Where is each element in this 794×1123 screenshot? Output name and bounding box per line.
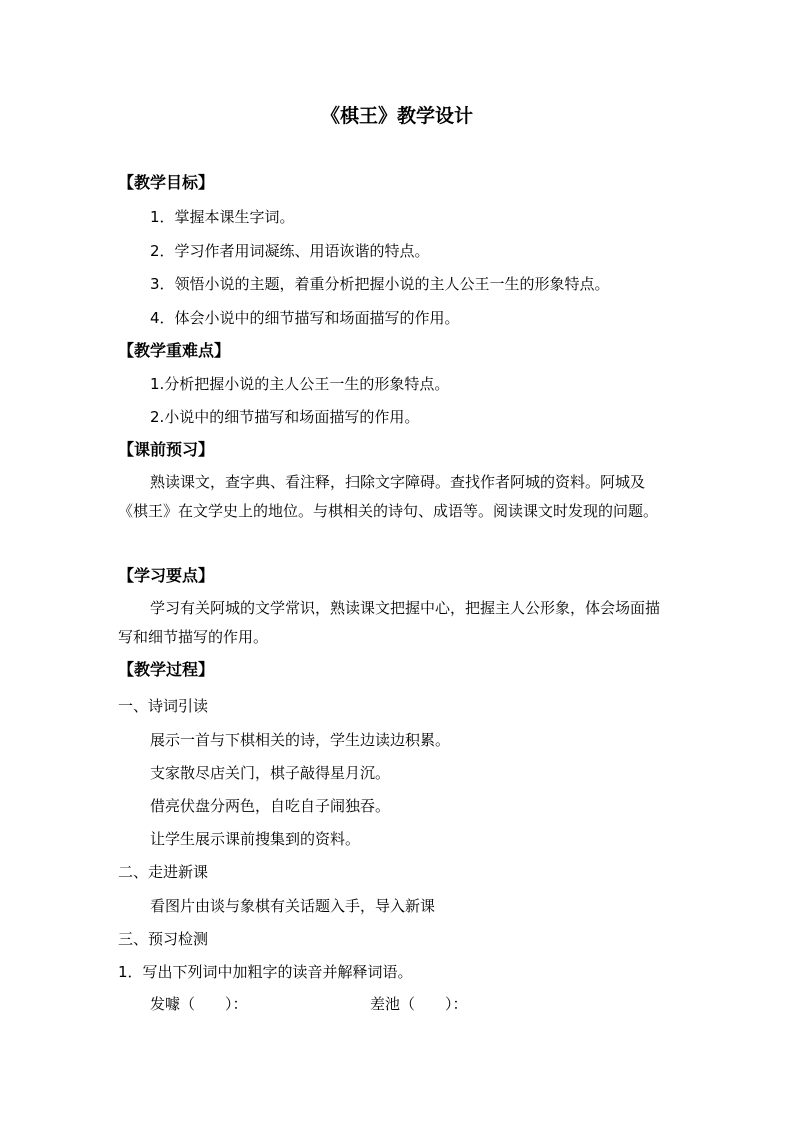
key-point-item-1: 1.分析把握小说的主人公王一生的形象特点。 <box>150 375 450 393</box>
process-part1-line-3: 借亮伏盘分两色，自吃自子闹独吞。 <box>150 797 391 815</box>
preview-paragraph: 熟读课文，查字典、看注释，扫除文字障碍。查找作者阿城的资料。阿城及《棋王》在文学史上的地位。与棋相关的诗句、成语等。阅读课文时发现的问题。 <box>118 473 659 520</box>
section-heading-objectives: 【教学目标】 <box>118 173 215 192</box>
section-heading-process: 【教学过程】 <box>118 660 215 679</box>
objective-item-1: 1．掌握本课生字词。 <box>150 208 295 226</box>
process-part1-line-2: 支家散尽店关门，棋子敲得星月沉。 <box>150 764 391 782</box>
study-points-paragraph: 学习有关阿城的文学常识，熟读课文把握中心，把握主人公形象，体会场面描写和细节描写的作用。 <box>118 599 661 646</box>
process-part1-heading: 一、诗词引读 <box>118 697 209 715</box>
section-heading-study-points: 【学习要点】 <box>118 566 215 585</box>
section-heading-key-points: 【教学重难点】 <box>118 341 231 360</box>
section-heading-preview: 【课前预习】 <box>118 440 215 459</box>
document-title: 《棋王》教学设计 <box>320 105 473 127</box>
objective-item-2: 2．学习作者用词凝练、用语诙谐的特点。 <box>150 242 430 260</box>
fill-blank-item-2: 差池（ ）： <box>370 995 468 1013</box>
process-part2-heading: 二、走进新课 <box>118 863 209 881</box>
process-part2-line-1: 看图片由谈与象棋有关话题入手，导入新课 <box>150 897 436 915</box>
process-part1-line-4: 让学生展示课前搜集到的资料。 <box>150 830 361 848</box>
process-part1-line-1: 展示一首与下棋相关的诗，学生边读边积累。 <box>150 731 451 749</box>
objective-item-3: 3．领悟小说的主题，着重分析把握小说的主人公王一生的形象特点。 <box>150 275 610 293</box>
process-part3-heading: 三、预习检测 <box>118 930 209 948</box>
objective-item-4: 4．体会小说中的细节描写和场面描写的作用。 <box>150 309 460 327</box>
fill-blank-item-1: 发噱（ ）： <box>150 995 248 1013</box>
process-part3-question: 1．写出下列词中加粗字的读音并解释词语。 <box>118 963 413 981</box>
key-point-item-2: 2.小说中的细节描写和场面描写的作用。 <box>150 408 420 426</box>
